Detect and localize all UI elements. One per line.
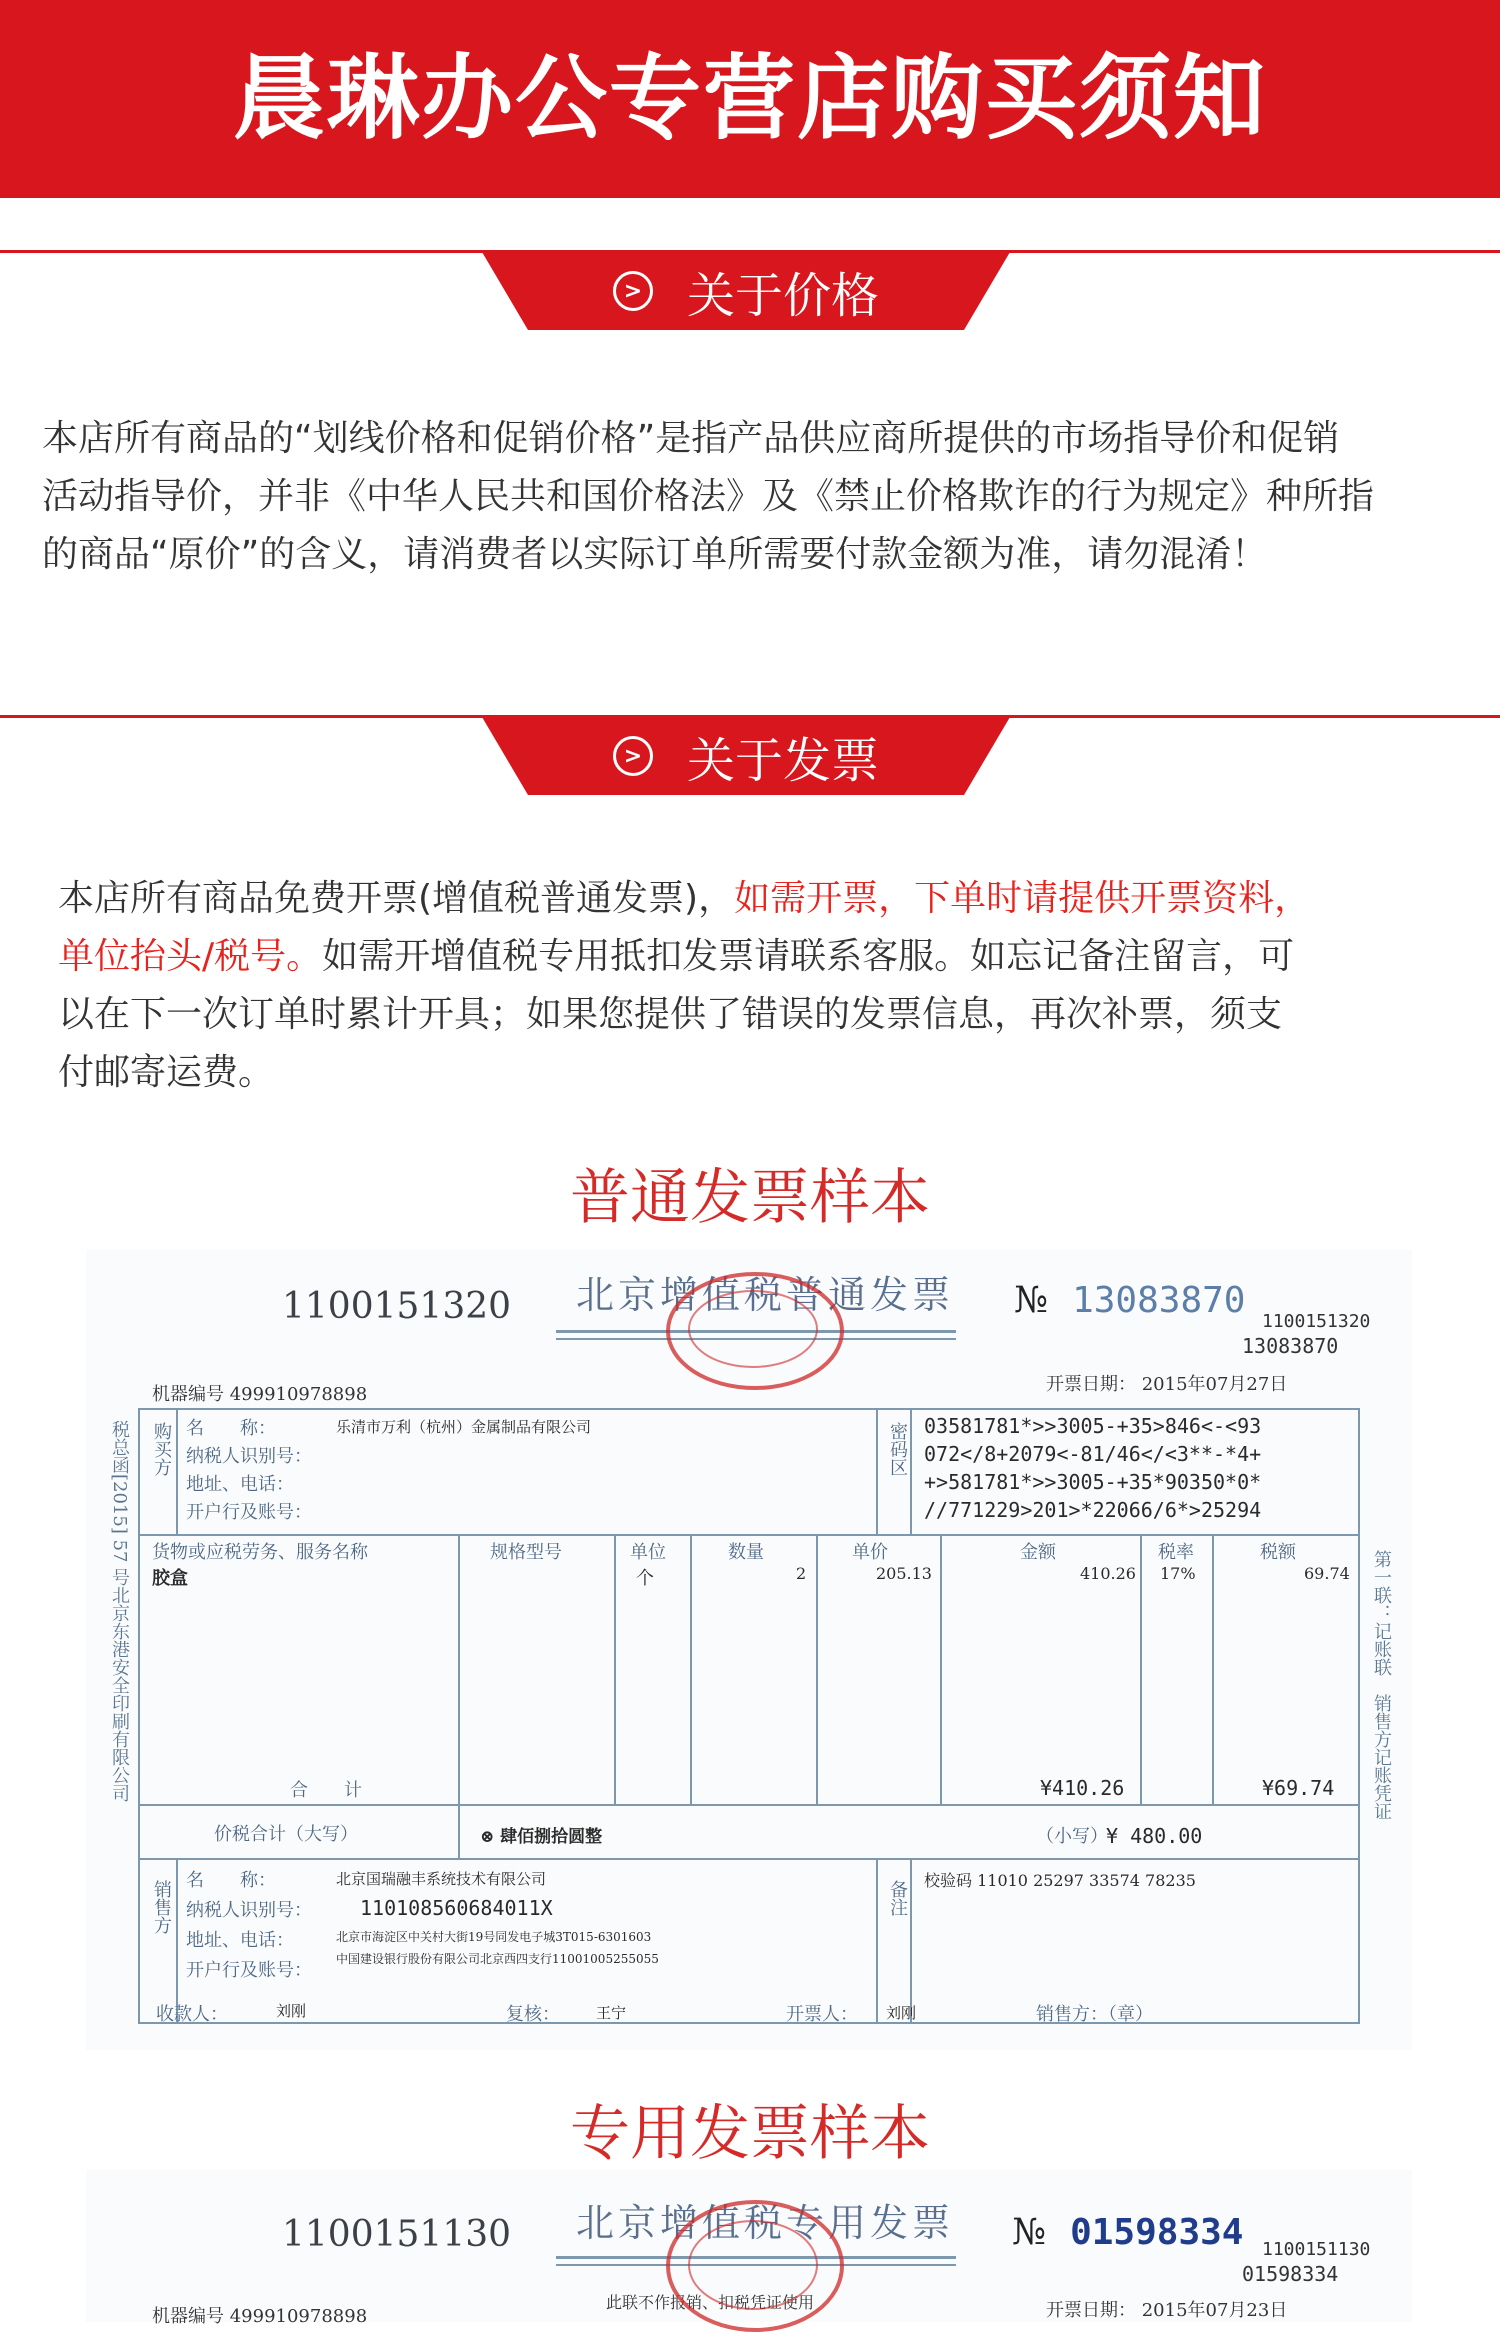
general-invoice-image <box>86 1250 1412 2050</box>
invoice-number-small: 01598334 <box>1242 2262 1339 2286</box>
number-symbol: № <box>1012 2212 1047 2253</box>
invoice-number <box>1012 2212 1243 2253</box>
item-amount: 410.26 <box>1080 1564 1136 1583</box>
page-title: 晨琳办公专营店购买须知 <box>232 45 1267 152</box>
invoice-table <box>138 1408 1360 2024</box>
chevron-right-icon: > <box>613 736 653 776</box>
invoice-header: 北京增值税专用发票 <box>576 2201 955 2245</box>
total-label: 合 计 <box>290 1780 362 1801</box>
payee-label: 收款人： <box>156 2004 228 2025</box>
text-line <box>58 928 1478 986</box>
reviewer-label: 复核： <box>506 2004 560 2025</box>
section-tab-label: 关于发票 <box>686 732 879 789</box>
cipher-line: 072</8+2079<-81/46</<3**-*4+ <box>924 1442 1262 1466</box>
section-tab-label: 关于价格 <box>686 267 879 324</box>
official-stamp <box>666 1272 844 1390</box>
col-header-unit: 单位 <box>630 1542 666 1563</box>
col-header-price: 单价 <box>852 1542 888 1563</box>
grand-total-small: ¥ 480.00 <box>1106 1824 1203 1848</box>
issuer-name: 刘刚 <box>886 2004 917 2022</box>
seller-bank: 中国建设银行股份有限公司北京西四支行11001005255055 <box>336 1952 659 1966</box>
text-line: 活动指导价，并非《中华人民共和国价格法》及《禁止价格欺诈的行为规定》种所指 <box>42 476 1375 517</box>
seller-seal-label: 销售方：（章） <box>1036 2004 1153 2025</box>
general-invoice-sample-title: 普通发票样本 <box>570 1163 930 1233</box>
section-tab-invoice <box>482 717 1010 795</box>
text-line: 付邮寄运费。 <box>58 1052 275 1093</box>
invoice-notice-text <box>58 870 1478 1102</box>
item-name: 胶盒 <box>152 1568 188 1589</box>
total-tax: ¥69.74 <box>1262 1776 1335 1800</box>
official-stamp <box>666 2200 844 2332</box>
seller-bank-label: 开户行及账号： <box>186 1960 312 1981</box>
price-notice-text <box>42 410 1472 584</box>
grand-total-small-label: （小写） <box>1036 1826 1108 1847</box>
password-side-label: 密码区 <box>887 1422 908 1476</box>
section-tab-price <box>482 252 1010 330</box>
reviewer-name: 王宁 <box>596 2004 627 2022</box>
chevron-right-icon: > <box>613 271 653 311</box>
printer-vertical-text: 税总函[2015] 57 号北京东港安全印刷有限公司 <box>109 1420 130 1803</box>
copy-vertical-text: 第一联：记账联 销售方记账凭证 <box>1371 1550 1392 1820</box>
seller-side-label: 销售方 <box>151 1880 172 1934</box>
invoice-number <box>1014 1280 1245 1321</box>
number-symbol: № <box>1014 1280 1049 1321</box>
payee-name: 刘刚 <box>276 2002 307 2020</box>
item-qty: 2 <box>796 1564 807 1583</box>
grand-total-upper: ⊗ 肆佰捌拾圆整 <box>480 1827 603 1847</box>
invoice-code-small: 1100151130 <box>1262 2239 1371 2260</box>
machine-number: 机器编号 499910978898 <box>152 2306 368 2327</box>
col-header-rate: 税率 <box>1158 1542 1194 1563</box>
text-normal: 如需开增值税专用抵扣发票请联系客服。如忘记备注留言，可 <box>322 936 1295 977</box>
grand-total-label: 价税合计（大写） <box>214 1824 358 1845</box>
col-header-tax: 税额 <box>1260 1542 1296 1563</box>
seller-address: 北京市海淀区中关村大街19号同发电子城3T015-6301603 <box>336 1930 652 1944</box>
invoice-number-value: 01598334 <box>1070 2212 1244 2253</box>
invoice-header: 北京增值税普通发票 <box>576 1273 955 1317</box>
invoice-date: 开票日期： 2015年07月27日 <box>1046 1374 1288 1395</box>
buyer-tax-label: 纳税人识别号： <box>186 1446 312 1467</box>
item-price: 205.13 <box>876 1564 932 1583</box>
remark-side-label: 备注 <box>887 1880 908 1916</box>
special-invoice-sample-title: 专用发票样本 <box>570 2099 930 2169</box>
text-line: 本店所有商品的“划线价格和促销价格”是指产品供应商所提供的市场指导价和促销 <box>42 418 1340 459</box>
cipher-line: //771229>201>*22066/6*>25294 <box>924 1498 1262 1522</box>
seller-addr-label: 地址、电话： <box>186 1930 294 1951</box>
invoice-subheader: 此联不作报销、扣税凭证使用 <box>606 2293 815 2312</box>
col-header-amount: 金额 <box>1020 1542 1056 1563</box>
buyer-addr-label: 地址、电话： <box>186 1474 294 1495</box>
invoice-number-small: 13083870 <box>1242 1334 1339 1358</box>
text-highlight: 单位抬头/税号。 <box>58 936 323 977</box>
cipher-line: 03581781*>>3005-+35>846<-<93 <box>924 1414 1262 1438</box>
buyer-side-label: 购买方 <box>151 1422 172 1476</box>
check-code: 校验码 11010 25297 33574 78235 <box>924 1871 1196 1890</box>
col-header-spec: 规格型号 <box>490 1542 562 1563</box>
seller-name-label: 名 称： <box>186 1870 276 1891</box>
total-amount: ¥410.26 <box>1040 1776 1125 1800</box>
buyer-bank-label: 开户行及账号： <box>186 1502 312 1523</box>
col-header-name: 货物或应税劳务、服务名称 <box>152 1542 368 1563</box>
machine-number: 机器编号 499910978898 <box>152 1384 368 1405</box>
special-invoice-image <box>86 2170 1412 2327</box>
buyer-name: 乐清市万利（杭州）金属制品有限公司 <box>336 1418 592 1436</box>
header-banner <box>0 0 1500 198</box>
seller-name: 北京国瑞融丰系统技术有限公司 <box>336 1870 547 1888</box>
invoice-date: 开票日期： 2015年07月23日 <box>1046 2300 1288 2321</box>
text-line: 的商品“原价”的含义，请消费者以实际订单所需要付款金额为准，请勿混淆！ <box>42 534 1268 575</box>
text-line: 以在下一次订单时累计开具；如果您提供了错误的发票信息，再次补票，须支 <box>58 994 1283 1035</box>
cipher-line: +>581781*>>3005-+35*90350*0* <box>924 1470 1262 1494</box>
text-normal: 本店所有商品免费开票(增值税普通发票)， <box>58 878 735 919</box>
invoice-code: 1100151130 <box>282 2214 512 2255</box>
buyer-name-label: 名 称： <box>186 1418 276 1439</box>
col-header-qty: 数量 <box>728 1542 764 1563</box>
invoice-code: 1100151320 <box>282 1286 512 1327</box>
item-tax: 69.74 <box>1304 1564 1350 1583</box>
text-line <box>58 870 1478 928</box>
text-highlight: 如需开票，下单时请提供开票资料， <box>734 878 1311 919</box>
issuer-label: 开票人： <box>786 2004 858 2025</box>
seller-tax-id: 110108560684011X <box>360 1896 553 1920</box>
invoice-number-value: 13083870 <box>1072 1280 1246 1321</box>
invoice-code-small: 1100151320 <box>1262 1311 1371 1332</box>
item-unit: 个 <box>636 1568 654 1589</box>
item-rate: 17% <box>1160 1564 1196 1583</box>
seller-tax-label: 纳税人识别号： <box>186 1900 312 1921</box>
